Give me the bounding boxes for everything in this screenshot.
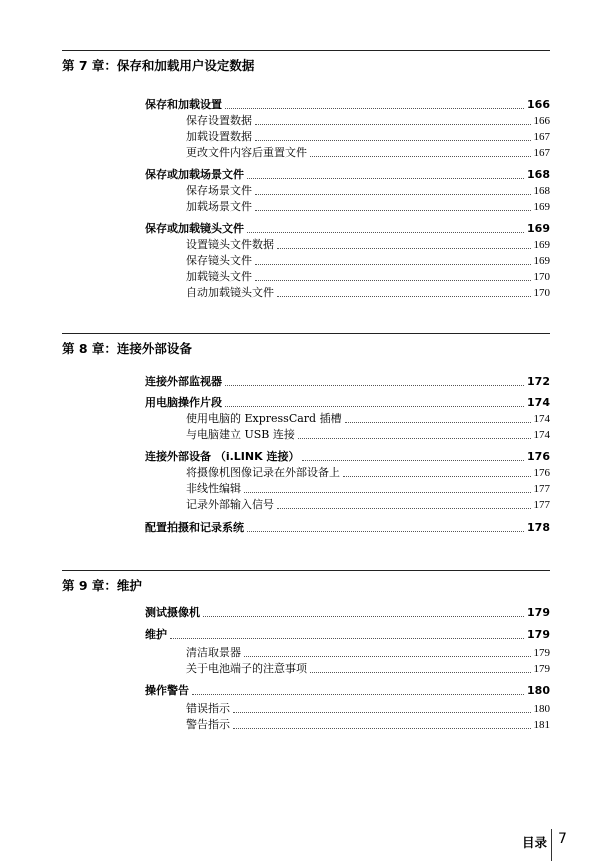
chapter-divider bbox=[62, 570, 550, 571]
footer-divider bbox=[551, 829, 552, 861]
toc-entry-page: 172 bbox=[527, 375, 550, 388]
toc-entry-title: 记录外部输入信号 bbox=[186, 498, 274, 511]
toc-subsection-entry[interactable] bbox=[186, 426, 550, 442]
toc-subsection-entry[interactable] bbox=[186, 660, 550, 676]
toc-section-entry[interactable] bbox=[145, 519, 550, 535]
toc-entry-title: 保存镜头文件 bbox=[186, 254, 252, 267]
toc-entry-page: 180 bbox=[533, 703, 550, 715]
dot-leader bbox=[244, 655, 531, 657]
toc-section-entry[interactable] bbox=[145, 394, 550, 410]
toc-entry-page: 169 bbox=[533, 201, 550, 213]
toc-section-entry[interactable] bbox=[145, 166, 550, 182]
toc-entry-title: 配置拍摄和记录系统 bbox=[145, 521, 244, 534]
toc-subsection-entry[interactable] bbox=[186, 700, 550, 716]
toc-subsection-entry[interactable] bbox=[186, 464, 550, 480]
dot-leader bbox=[277, 247, 531, 249]
toc-entry-title: 保存或加载镜头文件 bbox=[145, 222, 244, 235]
toc-entry-page: 167 bbox=[533, 147, 550, 159]
dot-leader bbox=[225, 384, 524, 386]
dot-leader bbox=[343, 475, 531, 477]
chapter-title: 第 8 章：连接外部设备 bbox=[62, 341, 192, 356]
dot-leader bbox=[244, 491, 531, 493]
toc-entry-title: 测试摄像机 bbox=[145, 606, 200, 619]
toc-subsection-entry[interactable] bbox=[186, 268, 550, 284]
dot-leader bbox=[255, 139, 531, 141]
toc-entry-title: 保存或加载场景文件 bbox=[145, 168, 244, 181]
toc-entry-title: 更改文件内容后重置文件 bbox=[186, 146, 307, 159]
toc-subsection-entry[interactable] bbox=[186, 128, 550, 144]
toc-entry-page: 181 bbox=[533, 719, 550, 731]
toc-entry-page: 166 bbox=[527, 98, 550, 111]
dot-leader bbox=[310, 155, 531, 157]
toc-subsection-entry[interactable] bbox=[186, 496, 550, 512]
toc-entry-page: 180 bbox=[527, 684, 550, 697]
footer-section-label: 目录 bbox=[521, 835, 547, 850]
toc-entry-title: 加载设置数据 bbox=[186, 130, 252, 143]
toc-entry-page: 176 bbox=[533, 467, 550, 479]
toc-entry-page: 169 bbox=[533, 239, 550, 251]
dot-leader bbox=[203, 615, 524, 617]
toc-entry-page: 177 bbox=[533, 499, 550, 511]
toc-entry-page: 170 bbox=[533, 271, 550, 283]
dot-leader bbox=[192, 693, 524, 695]
toc-section-entry[interactable] bbox=[145, 604, 550, 620]
dot-leader bbox=[255, 279, 531, 281]
dot-leader bbox=[225, 405, 524, 407]
toc-entry-title: 维护 bbox=[145, 628, 167, 641]
toc-section-entry[interactable] bbox=[145, 626, 550, 642]
toc-subsection-entry[interactable] bbox=[186, 252, 550, 268]
toc-subsection-entry[interactable] bbox=[186, 182, 550, 198]
toc-section-entry[interactable] bbox=[145, 373, 550, 389]
toc-entry-page: 169 bbox=[533, 255, 550, 267]
chapter-title: 第 9 章：维护 bbox=[62, 578, 142, 593]
dot-leader bbox=[277, 295, 531, 297]
toc-entry-page: 179 bbox=[533, 647, 550, 659]
toc-entry-page: 174 bbox=[527, 396, 550, 409]
dot-leader bbox=[247, 530, 524, 532]
dot-leader bbox=[255, 193, 531, 195]
toc-subsection-entry[interactable] bbox=[186, 284, 550, 300]
toc-entry-title: 保存和加载设置 bbox=[145, 98, 222, 111]
toc-entry-title: 与电脑建立 USB 连接 bbox=[186, 428, 295, 441]
dot-leader bbox=[298, 437, 531, 439]
toc-section-entry[interactable] bbox=[145, 682, 550, 698]
toc-section-entry[interactable] bbox=[145, 220, 550, 236]
dot-leader bbox=[302, 459, 524, 461]
toc-entry-title: 加载场景文件 bbox=[186, 200, 252, 213]
toc-entry-page: 179 bbox=[527, 606, 550, 619]
dot-leader bbox=[233, 727, 531, 729]
dot-leader bbox=[255, 123, 531, 125]
toc-entry-page: 168 bbox=[527, 168, 550, 181]
toc-entry-page: 169 bbox=[527, 222, 550, 235]
toc-subsection-entry[interactable] bbox=[186, 716, 550, 732]
toc-entry-title: 连接外部监视器 bbox=[145, 375, 222, 388]
chapter-divider bbox=[62, 50, 550, 51]
chapter-title: 第 7 章：保存和加载用户设定数据 bbox=[62, 58, 255, 73]
toc-entry-title: 用电脑操作片段 bbox=[145, 396, 222, 409]
toc-entry-title: 自动加载镜头文件 bbox=[186, 286, 274, 299]
footer-page-number: 7 bbox=[558, 831, 567, 847]
toc-entry-title: 保存场景文件 bbox=[186, 184, 252, 197]
toc-section-entry[interactable] bbox=[145, 448, 550, 464]
toc-entry-title: 连接外部设备 （i.LINK 连接） bbox=[145, 450, 300, 463]
dot-leader bbox=[345, 421, 531, 423]
page-footer bbox=[0, 829, 613, 863]
toc-subsection-entry[interactable] bbox=[186, 198, 550, 214]
toc-entry-title: 设置镜头文件数据 bbox=[186, 238, 274, 251]
toc-entry-page: 178 bbox=[527, 521, 550, 534]
toc-subsection-entry[interactable] bbox=[186, 480, 550, 496]
dot-leader bbox=[233, 711, 531, 713]
toc-entry-title: 保存设置数据 bbox=[186, 114, 252, 127]
toc-subsection-entry[interactable] bbox=[186, 112, 550, 128]
dot-leader bbox=[255, 209, 531, 211]
toc-entry-page: 176 bbox=[527, 450, 550, 463]
toc-entry-page: 179 bbox=[533, 663, 550, 675]
dot-leader bbox=[170, 637, 524, 639]
toc-entry-page: 174 bbox=[533, 429, 550, 441]
toc-entry-page: 179 bbox=[527, 628, 550, 641]
dot-leader bbox=[247, 177, 524, 179]
dot-leader bbox=[255, 263, 531, 265]
toc-subsection-entry[interactable] bbox=[186, 644, 550, 660]
toc-section-entry[interactable] bbox=[145, 96, 550, 112]
chapter-divider bbox=[62, 333, 550, 334]
toc-entry-page: 167 bbox=[533, 131, 550, 143]
toc-entry-title: 警告指示 bbox=[186, 718, 230, 731]
toc-entry-title: 操作警告 bbox=[145, 684, 189, 697]
dot-leader bbox=[310, 671, 531, 673]
toc-subsection-entry[interactable] bbox=[186, 410, 550, 426]
dot-leader bbox=[247, 231, 524, 233]
toc-entry-title: 关于电池端子的注意事项 bbox=[186, 662, 307, 675]
toc-subsection-entry[interactable] bbox=[186, 236, 550, 252]
toc-entry-title: 非线性编辑 bbox=[186, 482, 241, 495]
toc-entry-page: 174 bbox=[533, 413, 550, 425]
toc-entry-title: 错误指示 bbox=[186, 702, 230, 715]
toc-entry-page: 177 bbox=[533, 483, 550, 495]
toc-entry-page: 166 bbox=[533, 115, 550, 127]
toc-entry-title: 使用电脑的 ExpressCard 插槽 bbox=[186, 412, 342, 425]
dot-leader bbox=[225, 107, 524, 109]
toc-subsection-entry[interactable] bbox=[186, 144, 550, 160]
toc-entry-title: 清洁取景器 bbox=[186, 646, 241, 659]
toc-entry-page: 170 bbox=[533, 287, 550, 299]
toc-entry-page: 168 bbox=[533, 185, 550, 197]
toc-entry-title: 将摄像机图像记录在外部设备上 bbox=[186, 466, 340, 479]
dot-leader bbox=[277, 507, 531, 509]
toc-entry-title: 加载镜头文件 bbox=[186, 270, 252, 283]
